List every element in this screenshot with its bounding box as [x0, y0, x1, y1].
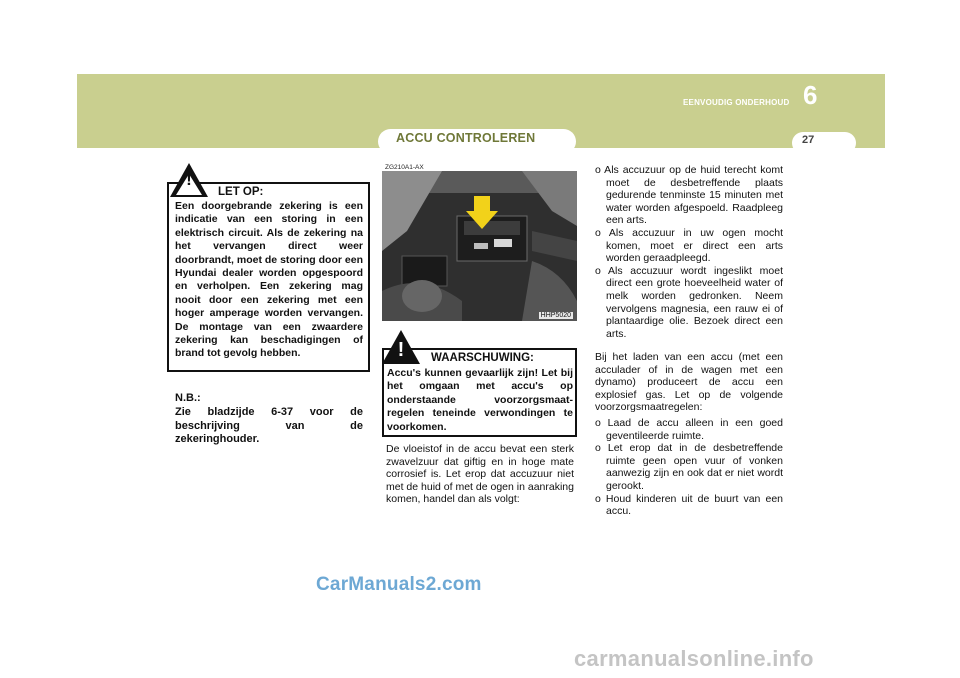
list-item: o Let erop dat in de desbetreffende ruimte geen open vuur of vonken aanwezig zijn en ook dat er niet wordt gerookt. [595, 442, 783, 492]
nb-title: N.B.: [175, 392, 201, 404]
right-paragraph: Bij het laden van een accu (met een acculader of in de wagen met een dynamo) produceert de accu een explosief gas. Let op de volgende voorzorgsmaatregelen: [595, 351, 783, 414]
exclamation-icon: ! [186, 170, 192, 189]
photo-tag: HHP5020 [540, 312, 571, 319]
caution-title: LET OP: [218, 186, 264, 198]
section-title: ACCU CONTROLEREN [396, 131, 536, 145]
page-number: 27 [802, 134, 815, 146]
charging-safety-list [595, 417, 783, 518]
caution-text: Een doorgebrande zekering is een indicatie van een storing in een elektrisch circuit. Als de zekering na het vervangen direct weer doorbrandt, moet de storing door een Hyundai dealer worden opgespoord en verholpen. Een zekering mag nooit door een zekering met een hoger amperage worden vervangen. De montage van een zwaardere zekering kan beschadigingen of brand tot gevolg hebben. [175, 200, 363, 360]
list-item: o Als accuzuur in uw ogen mocht komen, moet er direct een arts worden geraadpleegd. [595, 226, 783, 265]
middle-body-text: De vloeistof in de accu bevat een sterk zwavelzuur dat giftig en in hoge mate corrosief is. Let erop dat accuzuur niet met de huid of met de ogen in aanraking komen, handel dan als volgt: [386, 443, 574, 506]
warning-text: Accu's kunnen gevaarlijk zijn! Let bij het omgaan met accu's op onderstaande voorzorgsmaat- regelen teneinde verwondingen te voorkomen. [387, 367, 573, 433]
exclamation-icon: ! [397, 339, 405, 361]
battery-photo [382, 171, 577, 321]
carmanuals-watermark: CarManuals2.com [316, 574, 482, 595]
warning-title: WAARSCHUWING: [431, 352, 534, 364]
chapter-number: 6 [803, 80, 818, 110]
list-item: o Als accuzuur wordt ingeslikt moet direct een grote hoeveelheid water of melk worden gedronken. Neem vervolgens magnesia, een rauw ei of plantaardige olie. Bezoek direct een arts. [595, 264, 783, 340]
nb-text: Zie bladzijde 6-37 voor de beschrijving van de zekeringhouder. [175, 406, 363, 445]
photo-code: ZG210A1-AX [385, 164, 424, 171]
acid-safety-list [595, 164, 783, 340]
chapter-title: EENVOUDIG ONDERHOUD [683, 98, 790, 107]
carmanualsonline-watermark: carmanualsonline.info [574, 646, 814, 671]
battery-illustration [382, 171, 577, 321]
list-item: o Houd kinderen uit de buurt van een accu. [595, 492, 783, 518]
list-item: o Als accuzuur op de huid terecht komt moet de desbetreffende plaats gedurende tenminste 15 minuten met water worden afgespoeld. Raadpleeg een arts. [595, 164, 783, 227]
list-item: o Laad de accu alleen in een goed geventileerde ruimte. [595, 417, 783, 442]
